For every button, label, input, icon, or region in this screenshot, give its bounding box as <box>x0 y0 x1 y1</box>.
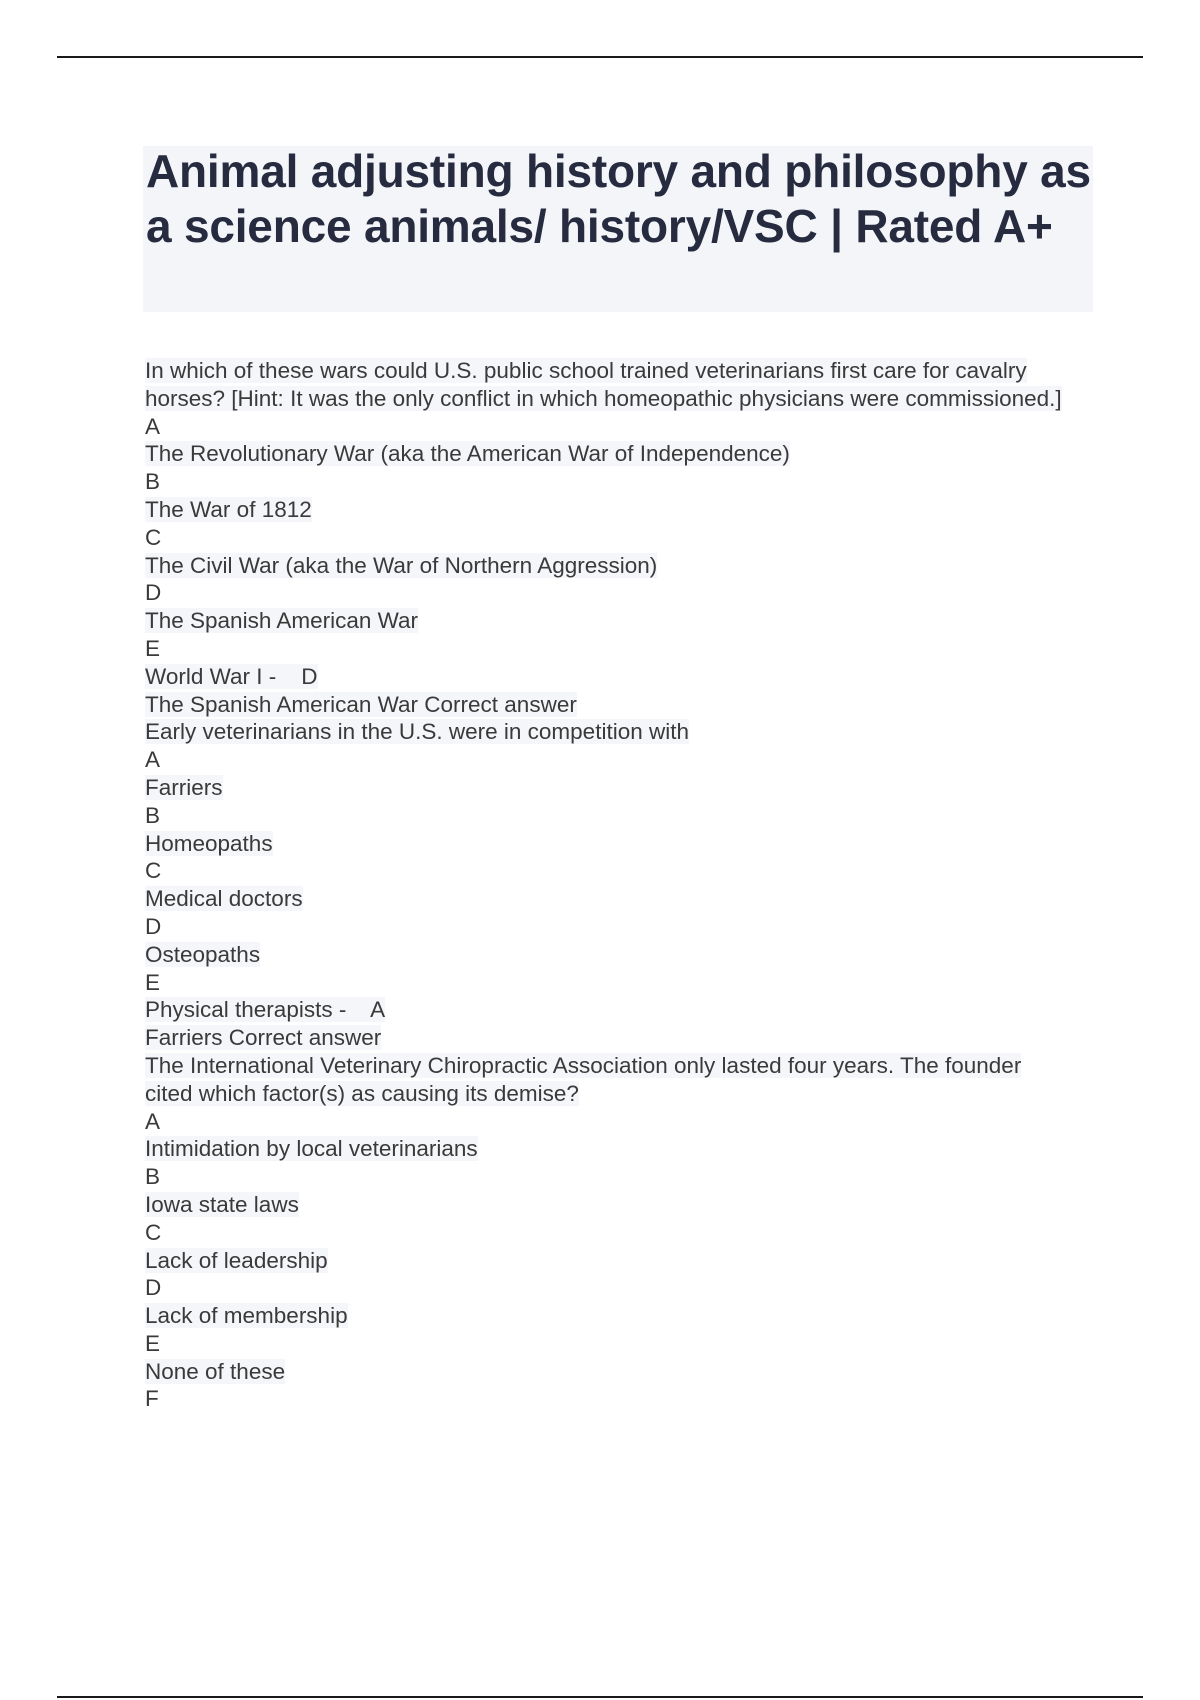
document-body <box>145 357 1075 1413</box>
option-text: The Revolutionary War (aka the American War of Independence) <box>145 441 790 467</box>
option-text: Intimidation by local veterinarians <box>145 1136 478 1162</box>
option-letter: C <box>145 1219 162 1245</box>
document-title: Animal adjusting history and philosophy as a science animals/ history/VSC | Rated A+ <box>146 145 1091 252</box>
option-text: World War I - D <box>145 663 318 689</box>
option-letter: F <box>145 1386 159 1412</box>
option-text: The Spanish American War <box>145 608 419 634</box>
option-letter: A <box>145 1108 161 1134</box>
option-text: Homeopaths <box>145 830 273 856</box>
header-rule <box>57 56 1143 58</box>
option-text: The Civil War (aka the War of Northern Aggression) <box>145 552 658 578</box>
option-letter: E <box>145 635 161 661</box>
option-letter: D <box>145 1275 162 1301</box>
correct-answer: Farriers Correct answer <box>145 1025 382 1051</box>
question-prompt: In which of these wars could U.S. public school trained veterinarians first care for cavalry horses? [Hint: It was the only conflict in which homeopathic physicians were commissioned.] <box>145 358 1062 411</box>
option-letter: B <box>145 469 161 495</box>
question-prompt: The International Veterinary Chiropractic Association only lasted four years. The founder cited which factor(s) as causing its demise? <box>145 1052 1022 1106</box>
footer-rule <box>57 1696 1143 1698</box>
option-text: Physical therapists - A <box>145 997 386 1023</box>
option-letter: B <box>145 1164 161 1190</box>
option-text: The War of 1812 <box>145 496 312 522</box>
option-text: Farriers <box>145 774 223 800</box>
option-letter: C <box>145 524 162 550</box>
option-text: Medical doctors <box>145 886 303 912</box>
option-letter: D <box>145 580 162 606</box>
option-letter: A <box>145 413 161 439</box>
option-letter: E <box>145 1330 161 1356</box>
option-text: Lack of leadership <box>145 1247 328 1273</box>
option-letter: C <box>145 858 162 884</box>
option-letter: E <box>145 969 161 995</box>
option-text: Osteopaths <box>145 941 261 967</box>
option-letter: B <box>145 802 161 828</box>
question-prompt: Early veterinarians in the U.S. were in competition with <box>145 719 689 745</box>
option-text: Lack of membership <box>145 1303 348 1329</box>
option-letter: A <box>145 747 161 773</box>
option-text: Iowa state laws <box>145 1191 299 1217</box>
option-text: None of these <box>145 1358 286 1384</box>
option-letter: D <box>145 913 162 939</box>
correct-answer: The Spanish American War Correct answer <box>145 691 577 717</box>
